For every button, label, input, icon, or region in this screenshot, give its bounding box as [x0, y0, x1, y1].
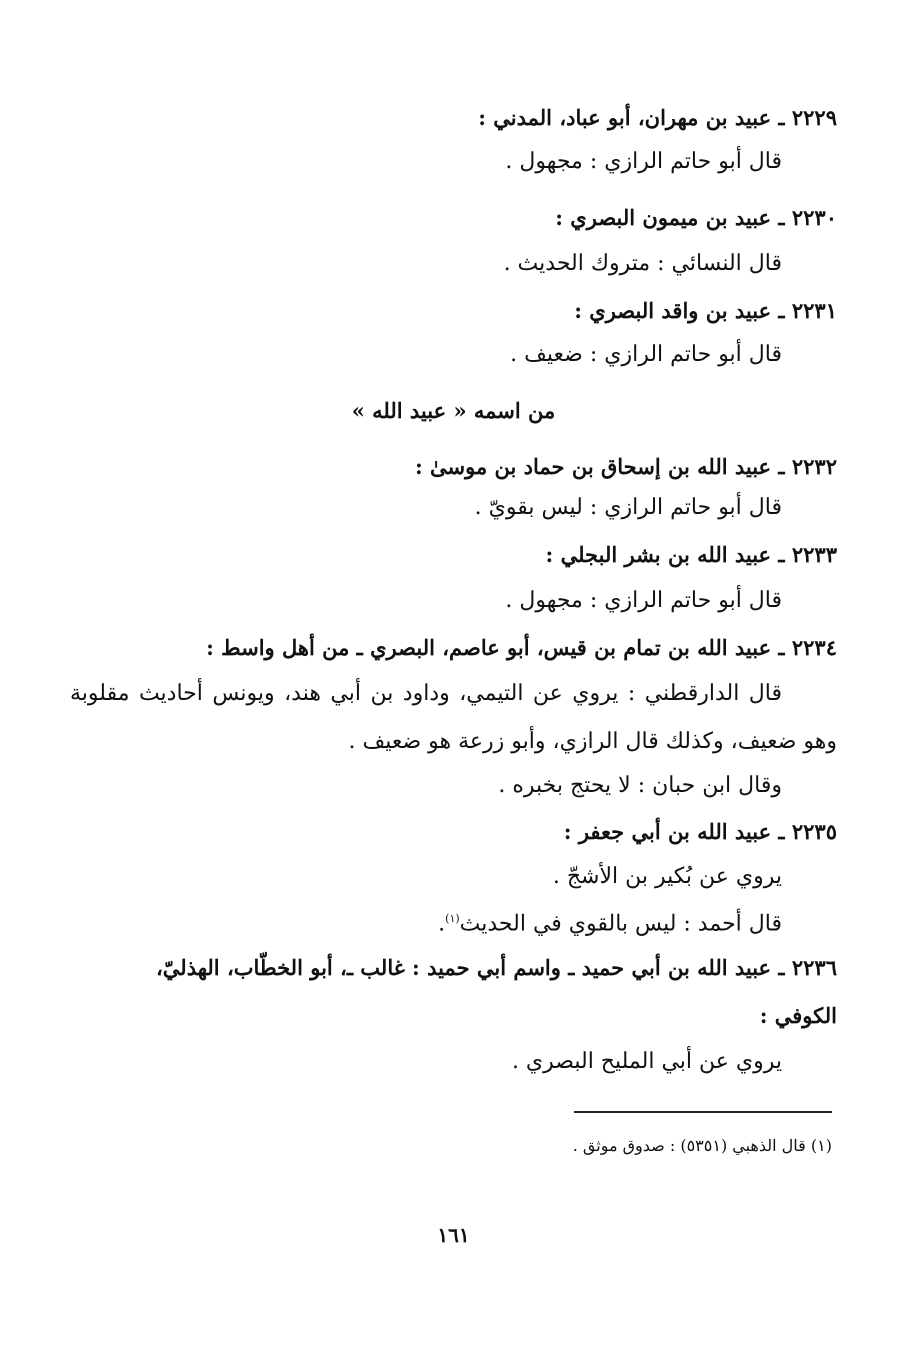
footnote-divider [574, 1111, 832, 1113]
entry-text-end: . [438, 911, 446, 937]
entry-text: قال أبو حاتم الرازي : ضعيف . [510, 342, 782, 367]
entry-text: قال أحمد : ليس بالقوي في الحديث [459, 911, 782, 937]
entry-text: قال أبو حاتم الرازي : مجهول . [505, 149, 782, 174]
footnote: (١) قال الذهبي (٥٣٥١) : صدوق موثق . [572, 1136, 832, 1155]
entry-heading: ٢٢٣٣ ـ عبيد الله بن بشر البجلي : [545, 542, 837, 567]
section-title: من اسمه « عبيد الله » [351, 398, 556, 423]
entry-text: قال النسائي : متروك الحديث . [503, 251, 782, 276]
entry-text-with-footnote [438, 904, 782, 939]
entry-text: وهو ضعيف، وكذلك قال الرازي، وأبو زرعة هو ضعيف . [348, 729, 837, 754]
entry-heading: ٢٢٣٢ ـ عبيد الله بن إسحاق بن حماد بن موسىٰ : [414, 454, 837, 479]
entry-text: يروي عن بُكير بن الأشجّ . [552, 864, 782, 889]
entry-text: قال أبو حاتم الرازي : مجهول . [505, 588, 782, 613]
entry-heading: ٢٢٣٠ ـ عبيد بن ميمون البصري : [555, 205, 837, 230]
entry-text: يروي عن أبي المليح البصري . [511, 1049, 782, 1074]
entry-heading: ٢٢٣٥ ـ عبيد الله بن أبي جعفر : [563, 819, 837, 844]
entry-heading: ٢٢٢٩ ـ عبيد بن مهران، أبو عباد، المدني : [478, 105, 837, 130]
footnote-marker[interactable]: (١) [445, 912, 460, 925]
entry-heading-continued: الكوفي : [759, 1003, 837, 1028]
entry-heading: ٢٢٣٤ ـ عبيد الله بن تمام بن قيس، أبو عاصم، البصري ـ من أهل واسط : [206, 635, 837, 660]
entry-heading: ٢٢٣٦ ـ عبيد الله بن أبي حميد ـ واسم أبي حميد : غالب ـ، أبو الخطّاب، الهذليّ، [156, 955, 837, 980]
entry-text: قال الدارقطني : يروي عن التيمي، وداود بن أبي هند، ويونس أحاديث مقلوبة [70, 681, 782, 706]
entry-text: قال أبو حاتم الرازي : ليس بقويّ . [474, 495, 782, 520]
page-number: ١٦١ [437, 1223, 470, 1247]
entry-heading: ٢٢٣١ ـ عبيد بن واقد البصري : [574, 298, 837, 323]
entry-text: وقال ابن حبان : لا يحتج بخبره . [498, 773, 782, 798]
